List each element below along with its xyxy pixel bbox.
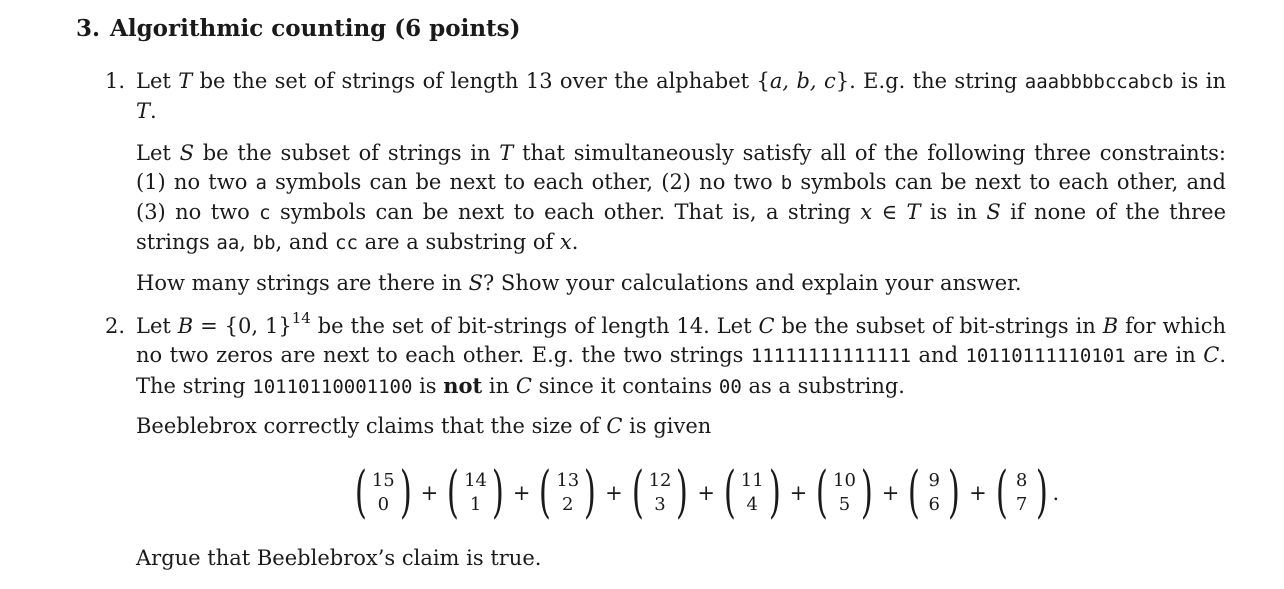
q1-paragraph-3 [136,269,1226,298]
left-paren: ( [995,460,1008,525]
text: is [412,374,444,398]
text: in [482,374,516,398]
text: since it contains [531,374,719,398]
math-var: B [177,314,194,338]
left-paren: ( [908,460,921,525]
code-string: 00 [718,376,742,398]
q2-paragraph-2 [136,412,1226,441]
math-var: T [178,69,193,93]
binomial-stack [556,469,579,517]
math-var: C [515,374,532,398]
q1-paragraph-1 [136,67,1226,126]
left-paren: ( [447,460,460,525]
right-paren: ) [399,460,412,525]
binomial-top: 13 [556,470,580,491]
binomial-stack [464,469,487,517]
formula-period: . [1052,480,1060,505]
math-var: x [559,230,572,254]
plus-sign: + [512,480,531,505]
code-string: aaabbbbccabcb [1024,71,1174,93]
binomial-stack [741,469,764,517]
emphasis-not: not [443,373,483,398]
question-2-number: 2. [105,314,126,338]
binomial-bottom: 0 [377,494,390,515]
binomial-bottom: 6 [928,494,940,515]
left-paren: ( [354,460,367,525]
binomial-stack [1013,469,1031,517]
binomial-coefficient [627,460,694,525]
text: }. E.g. the string [835,69,1025,93]
left-paren: ( [816,460,829,525]
code-string: aa [216,232,240,254]
math-var: S [179,141,194,165]
binomial-bottom: 1 [469,494,482,515]
text: Beeblebrox correctly claims that the size of [136,414,607,438]
code-string: 11111111111111 [750,345,912,367]
binomial-stack [649,469,672,517]
math-var: T [136,99,151,123]
right-paren: ) [584,460,597,525]
math-alphabet: a, b, c [769,69,836,93]
text: ∈ [872,200,907,224]
section-number: 3. [76,15,101,42]
text: for which no two zeros are next to each other. E.g. the two strings [136,314,1226,367]
code-string: cc [335,232,358,254]
binomial-top: 9 [928,470,940,491]
binomial-coefficient [811,460,878,525]
text: symbols can be next to each other, and (3) no two [136,170,1226,224]
math-var: T [499,141,514,165]
left-paren: ( [539,460,552,525]
math-var: S [986,200,1001,224]
binomial-coefficient [350,460,417,525]
binomial-bottom: 5 [838,494,851,515]
plus-sign: + [881,480,900,505]
right-paren: ) [1035,460,1048,525]
text: , [239,230,253,254]
binomial-top: 8 [1015,470,1028,491]
text: be the set of bit-strings of length 14. Let [310,314,759,338]
binomial-coefficient [991,460,1053,525]
code-string: c [259,202,271,224]
text: . The string [136,343,1227,398]
binomial-coefficient [903,460,965,525]
math-var: C [1203,343,1220,367]
text: symbols can be next to each other. That is, a string [270,200,861,224]
text: . [150,99,157,123]
q2-paragraph-3: Argue that Beeblebrox’s claim is true. [136,546,542,570]
binomial-stack [833,469,856,517]
text: . [571,230,579,254]
text: be the subset of bit-strings in [774,314,1103,338]
code-string: 10110110001100 [252,376,413,398]
binomial-bottom: 4 [746,494,758,515]
text: are a substring of [357,230,560,254]
text: as a substring. [741,374,905,398]
math-var: B [1102,314,1119,338]
text: Let [136,141,180,165]
binomial-sum-formula [350,462,1059,524]
plus-sign: + [605,480,623,505]
binomial-top: 11 [740,470,764,491]
right-paren: ) [768,460,781,525]
text: be the subset of strings in [193,141,500,165]
text: that simultaneously satisfy all of the following three constraints: (1) no two [136,141,1226,194]
plus-sign: + [697,480,715,505]
text: and [911,343,966,367]
text: is in [1173,69,1226,93]
section-heading [76,14,521,43]
right-paren: ) [676,460,689,525]
math-exponent: 14 [291,309,311,327]
right-paren: ) [860,460,873,525]
q1-paragraph-2 [136,139,1226,258]
code-string: bb [252,232,276,254]
text: = {0, 1} [193,314,292,338]
math-var: S [468,271,483,295]
text: are in [1125,343,1204,367]
binomial-top: 10 [833,470,856,491]
text: ? Show your calculations and explain your answer. [483,271,1022,295]
right-paren: ) [491,460,504,525]
plus-sign: + [789,480,808,505]
plus-sign: + [420,480,439,505]
math-var: C [606,414,623,438]
math-var: T [906,200,921,224]
text: symbols can be next to each other, (2) no two [266,170,781,194]
text: be the set of strings of length 13 over the alphabet { [192,69,770,93]
text: if none of the three strings [136,200,1227,254]
math-var: x [860,200,873,224]
code-string: a [255,172,267,194]
q2-paragraph-1 [136,309,1227,402]
left-paren: ( [723,460,736,525]
math-var: C [758,314,775,338]
binomial-bottom: 7 [1015,494,1028,515]
code-string: b [780,172,793,194]
text: is given [622,414,712,438]
code-string: 10110111110101 [965,345,1126,367]
right-paren: ) [948,460,961,525]
binomial-bottom: 3 [654,494,666,515]
text: , and [275,230,336,254]
left-paren: ( [631,460,644,525]
text: How many strings are there in [136,271,469,295]
question-1-number: 1. [105,69,126,93]
text: Let [136,69,179,93]
binomial-top: 15 [371,470,395,491]
binomial-top: 12 [648,470,672,491]
binomial-coefficient [719,460,786,525]
binomial-coefficient [442,460,509,525]
text: Let [136,314,178,338]
binomial-bottom: 2 [562,494,574,515]
binomial-top: 14 [464,470,487,491]
section-title: Algorithmic counting (6 points) [110,15,521,42]
binomial-coefficient [534,460,601,525]
binomial-stack [372,469,395,517]
plus-sign: + [969,480,987,505]
binomial-stack [925,469,943,517]
text: is in [920,200,987,224]
